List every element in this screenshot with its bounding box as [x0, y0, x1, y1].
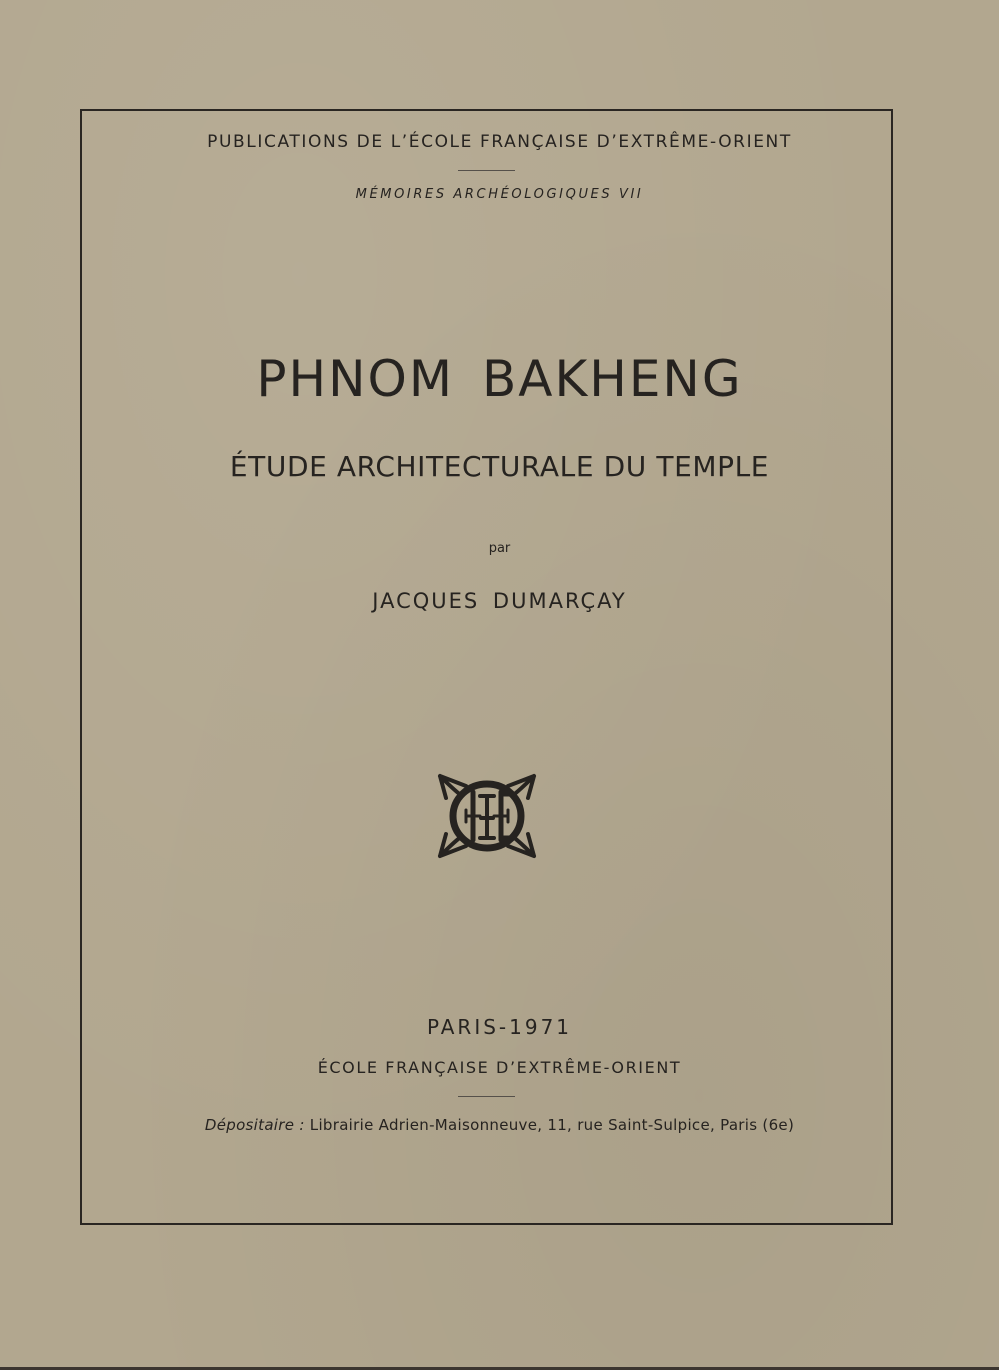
- divider-top: [458, 170, 515, 171]
- depositaire-text: Librairie Adrien-Maisonneuve, 11, rue Saint-Sulpice, Paris (6e): [309, 1116, 795, 1134]
- publisher-name: ÉCOLE FRANÇAISE D’EXTRÊME-ORIENT: [317, 1058, 682, 1077]
- book-title: PHNOM BAKHENG: [256, 350, 743, 408]
- divider-bottom: [458, 1096, 515, 1097]
- author-name: JACQUES DUMARÇAY: [372, 589, 627, 613]
- publication-series: PUBLICATIONS DE L’ÉCOLE FRANÇAISE D’EXTRÊME-ORIENT: [207, 132, 792, 152]
- depositaire-label: Dépositaire :: [204, 1116, 305, 1134]
- place-and-year: PARIS-1971: [426, 1015, 573, 1039]
- collection-title: MÉMOIRES ARCHÉOLOGIQUES VII: [355, 187, 644, 202]
- efeo-monogram-icon: [436, 772, 538, 860]
- by-label: par: [488, 541, 511, 556]
- book-subtitle: ÉTUDE ARCHITECTURALE DU TEMPLE: [229, 450, 770, 483]
- depositaire-line: [0, 1116, 999, 1134]
